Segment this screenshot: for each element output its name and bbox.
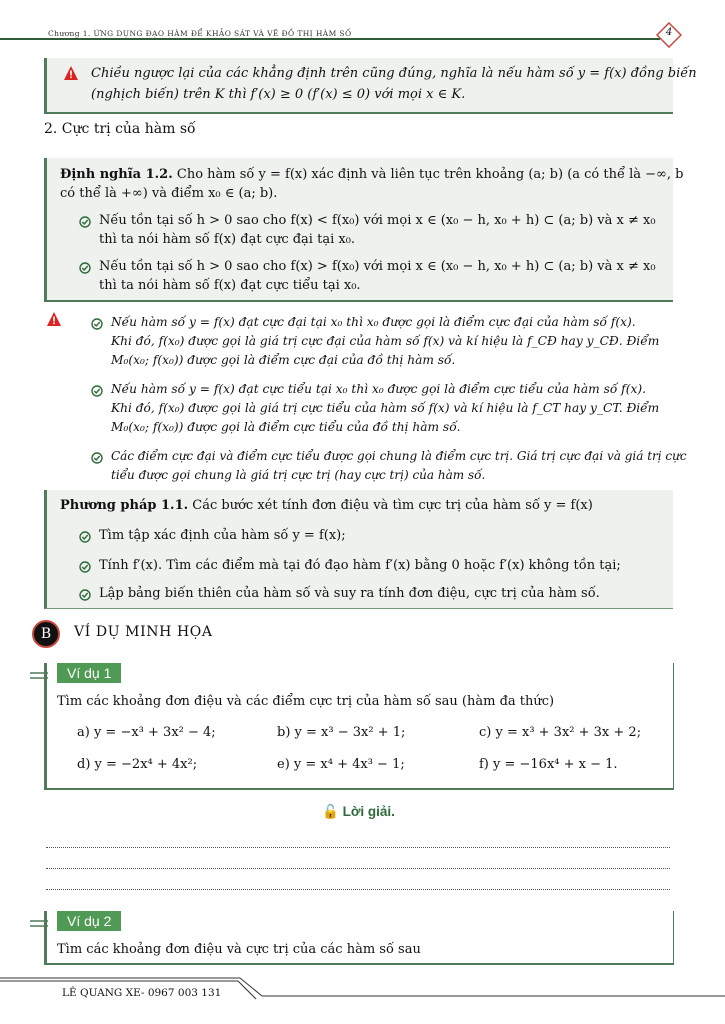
exercise-e: e) y = x⁴ + 4x³ − 1;	[277, 757, 405, 772]
section-title: 2. Cực trị của hàm số	[44, 121, 196, 137]
method-label: Phương pháp 1.1.	[60, 498, 189, 513]
definition-box	[44, 158, 684, 302]
exercise-a: a) y = −x³ + 3x² − 4;	[77, 725, 216, 740]
definition-item-1-line-2: thì ta nói hàm số f(x) đạt cực đại tại x₀.	[99, 232, 356, 247]
check-circle-icon	[91, 452, 103, 464]
answer-line	[46, 889, 670, 891]
example-1-box	[44, 663, 674, 790]
definition-line-2: có thể là +∞) và điểm x₀ ∈ (a; b).	[60, 186, 278, 201]
remark-1-line-1: Nếu hàm số y = f(x) đạt cực đại tại x₀ thì x₀ được gọi là điểm cực đại của hàm số f(x).	[111, 315, 636, 329]
section-letter-badge: B	[32, 620, 60, 648]
solution-heading	[322, 804, 395, 820]
check-circle-icon	[91, 385, 103, 397]
example-2-tag: Ví dụ 2	[57, 911, 121, 931]
section-b-title: VÍ DỤ MINH HỌA	[74, 624, 213, 640]
example-1-prompt: Tìm các khoảng đơn điệu và các điểm cực trị của hàm số sau (hàm đa thức)	[57, 694, 555, 709]
note-line-2: (nghịch biến) trên K thì f′(x) ≥ 0 (f′(x) ≤ 0) với mọi x ∈ K.	[91, 87, 466, 102]
solution-label: Lời giải.	[342, 804, 395, 819]
remark-1-line-2: Khi đó, f(x₀) được gọi là giá trị cực đại của hàm số f(x) và kí hiệu là f_CĐ hay y_CĐ. Điểm	[111, 334, 660, 348]
warning-icon	[63, 65, 79, 81]
check-circle-icon	[79, 262, 91, 274]
check-circle-icon	[79, 561, 91, 573]
exercise-f: f) y = −16x⁴ + x − 1.	[479, 757, 618, 772]
answer-line	[46, 868, 670, 870]
definition-item-1-line-1: Nếu tồn tại số h > 0 sao cho f(x) < f(x₀) với mọi x ∈ (x₀ − h, x₀ + h) ⊂ (a; b) và x ≠ x₀	[99, 213, 656, 228]
check-circle-icon	[79, 531, 91, 543]
definition-item-2-line-1: Nếu tồn tại số h > 0 sao cho f(x) > f(x₀) với mọi x ∈ (x₀ − h, x₀ + h) ⊂ (a; b) và x ≠ x₀	[99, 259, 656, 274]
definition-label: Định nghĩa 1.2.	[60, 167, 173, 182]
example-1-tag: Ví dụ 1	[57, 663, 121, 683]
tag-rule-icon	[30, 670, 48, 682]
page-number-badge	[656, 22, 682, 48]
note-line-1: Chiều ngược lại của các khẳng định trên cũng đúng, nghĩa là nếu hàm số y = f(x) đồng biến	[91, 66, 697, 81]
footer-author: LÊ QUANG XE- 0967 003 131	[62, 987, 222, 999]
unlock-icon: 🔓	[322, 804, 339, 819]
remark-1-line-3: M₀(x₀; f(x₀)) được gọi là điểm cực đại của đồ thị hàm số.	[111, 353, 456, 367]
definition-line-1	[60, 167, 683, 182]
answer-line	[46, 847, 670, 849]
method-title: Các bước xét tính đơn điệu và tìm cực trị của hàm số y = f(x)	[188, 498, 593, 513]
note-box	[44, 58, 697, 114]
example-2-box	[44, 911, 674, 965]
remark-2-line-3: M₀(x₀; f(x₀)) được gọi là điểm cực tiểu của đồ thị hàm số.	[111, 420, 461, 434]
remark-3-line-2: tiểu được gọi chung là giá trị cực trị (hay cực trị) của hàm số.	[111, 468, 486, 482]
exercise-d: d) y = −2x⁴ + 4x²;	[77, 757, 198, 772]
remark-2-line-1: Nếu hàm số y = f(x) đạt cực tiểu tại x₀ thì x₀ được gọi là điểm cực tiểu của hàm số f(x).	[111, 382, 646, 396]
example-2-prompt: Tìm các khoảng đơn điệu và cực trị của các hàm số sau	[57, 942, 421, 957]
definition-item-2-line-2: thì ta nói hàm số f(x) đạt cực tiểu tại x₀.	[99, 278, 361, 293]
check-circle-icon	[91, 318, 103, 330]
warning-icon	[46, 311, 62, 327]
check-circle-icon	[79, 589, 91, 601]
remark-2-line-2: Khi đó, f(x₀) được gọi là giá trị cực tiểu của hàm số f(x) và kí hiệu là f_CT hay y_CT. Điểm	[111, 401, 660, 415]
method-step-3: Lập bảng biến thiên của hàm số và suy ra tính đơn điệu, cực trị của hàm số.	[99, 586, 600, 601]
header-rule	[0, 38, 660, 40]
method-box	[44, 490, 673, 609]
exercise-b: b) y = x³ − 3x² + 1;	[277, 725, 406, 740]
definition-text: Cho hàm số y = f(x) xác định và liên tục trên khoảng (a; b) (a có thể là −∞, b	[172, 167, 684, 182]
tag-rule-icon	[30, 918, 48, 930]
method-step-2: Tính f′(x). Tìm các điểm mà tại đó đạo hàm f′(x) bằng 0 hoặc f′(x) không tồn tại;	[99, 558, 621, 573]
chapter-header: Chương 1. ỨNG DỤNG ĐẠO HÀM ĐỂ KHẢO SÁT VÀ VẼ ĐỒ THỊ HÀM SỐ	[48, 29, 352, 38]
method-heading	[60, 498, 593, 513]
method-step-1: Tìm tập xác định của hàm số y = f(x);	[99, 528, 346, 543]
check-circle-icon	[79, 216, 91, 228]
exercise-c: c) y = x³ + 3x² + 3x + 2;	[479, 725, 642, 740]
page-number: 4	[665, 27, 673, 38]
remark-3-line-1: Các điểm cực đại và điểm cực tiểu được gọi chung là điểm cực trị. Giá trị cực đại và giá trị cực	[111, 449, 687, 463]
